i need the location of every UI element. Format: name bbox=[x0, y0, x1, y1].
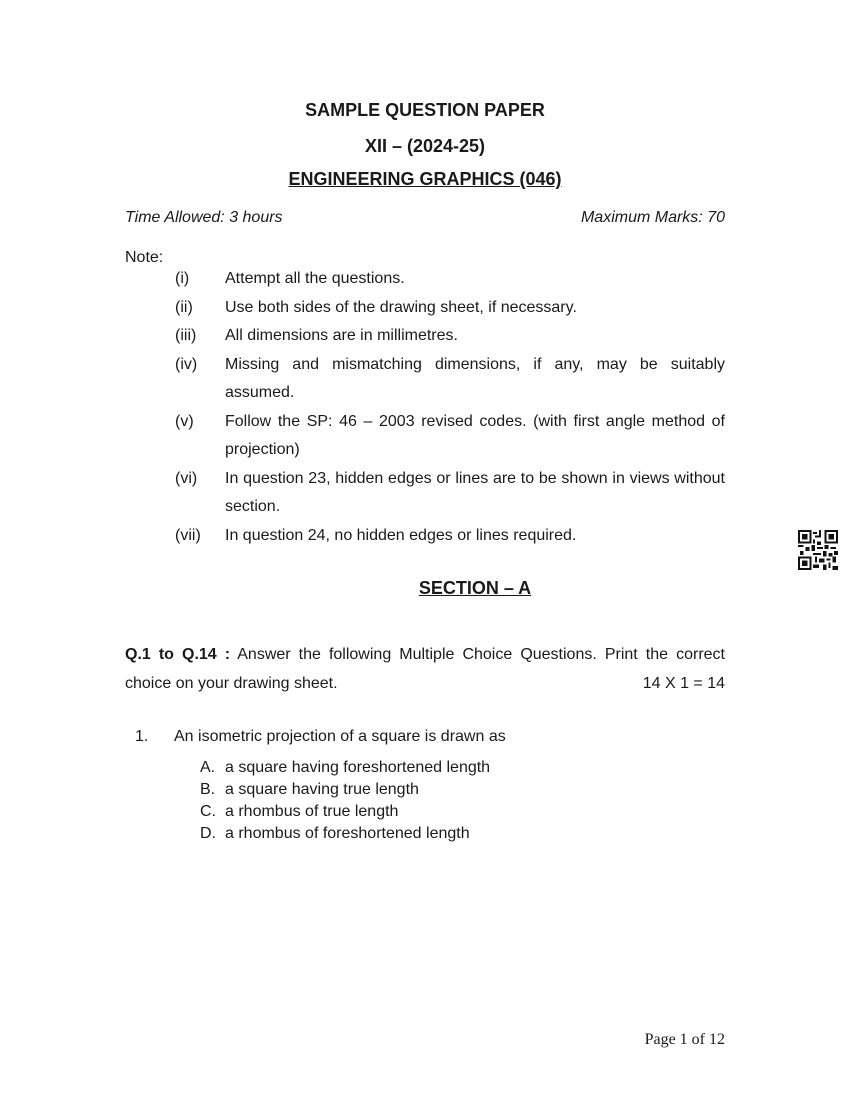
paper-title: SAMPLE QUESTION PAPER bbox=[305, 100, 545, 120]
answer-options bbox=[200, 757, 490, 845]
note-item bbox=[125, 522, 725, 551]
option-text: a rhombus of foreshortened length bbox=[225, 825, 470, 842]
page-number: Page 1 of 12 bbox=[644, 1031, 725, 1048]
note-number: (i) bbox=[175, 270, 190, 287]
option-d bbox=[200, 823, 490, 845]
note-text: Follow the SP: 46 – 2003 revised codes. (with first angle method of projection) bbox=[225, 412, 725, 458]
note-item bbox=[125, 322, 725, 351]
note-number: (iv) bbox=[175, 355, 198, 373]
note-text: Use both sides of the drawing sheet, if necessary. bbox=[225, 298, 577, 316]
option-text: a square having foreshortened length bbox=[225, 759, 491, 776]
qr-code-icon bbox=[798, 530, 838, 570]
section-heading: SECTION – A bbox=[418, 578, 532, 598]
option-b bbox=[200, 779, 490, 801]
note-number: (vii) bbox=[175, 526, 201, 544]
note-item bbox=[125, 351, 725, 408]
note-item bbox=[125, 465, 725, 522]
class-year: XII – (2024-25) bbox=[364, 136, 486, 156]
note-text: Missing and mismatching dimensions, if any, may be suitably assumed. bbox=[225, 355, 725, 401]
maximum-marks: Maximum Marks: 70 bbox=[580, 209, 725, 226]
marks-allocation: 14 X 1 = 14 bbox=[642, 675, 725, 692]
notes-list bbox=[125, 265, 725, 550]
note-number: (ii) bbox=[175, 298, 193, 316]
option-letter: A. bbox=[200, 759, 216, 776]
question-range: Q.1 to Q.14 : bbox=[125, 646, 231, 663]
option-c bbox=[200, 801, 490, 823]
note-text: In question 24, no hidden edges or lines required. bbox=[225, 526, 577, 544]
option-letter: B. bbox=[200, 781, 216, 798]
note-number: (iii) bbox=[175, 327, 197, 344]
note-label: Note: bbox=[125, 249, 164, 266]
note-number: (vi) bbox=[175, 469, 198, 487]
note-item bbox=[125, 265, 725, 294]
question-text: An isometric projection of a square is drawn as bbox=[174, 728, 506, 745]
subject-title: ENGINEERING GRAPHICS (046) bbox=[288, 169, 562, 189]
time-allowed: Time Allowed: 3 hours bbox=[125, 209, 283, 226]
option-text: a square having true length bbox=[225, 781, 419, 798]
option-letter: C. bbox=[200, 803, 216, 820]
option-a bbox=[200, 757, 490, 779]
instructions-text: Answer the following Multiple Choice Questions. Print the correct choice on your drawing sheet. bbox=[125, 646, 725, 692]
note-item bbox=[125, 294, 725, 323]
option-letter: D. bbox=[200, 825, 216, 842]
question-number: 1. bbox=[135, 728, 149, 745]
option-text: a rhombus of true length bbox=[225, 803, 399, 820]
note-item bbox=[125, 408, 725, 465]
note-text: All dimensions are in millimetres. bbox=[225, 327, 458, 344]
note-text: Attempt all the questions. bbox=[225, 270, 405, 287]
note-number: (v) bbox=[175, 412, 194, 430]
note-text: In question 23, hidden edges or lines are to be shown in views without section. bbox=[225, 469, 725, 515]
mcq-instructions bbox=[125, 640, 725, 698]
